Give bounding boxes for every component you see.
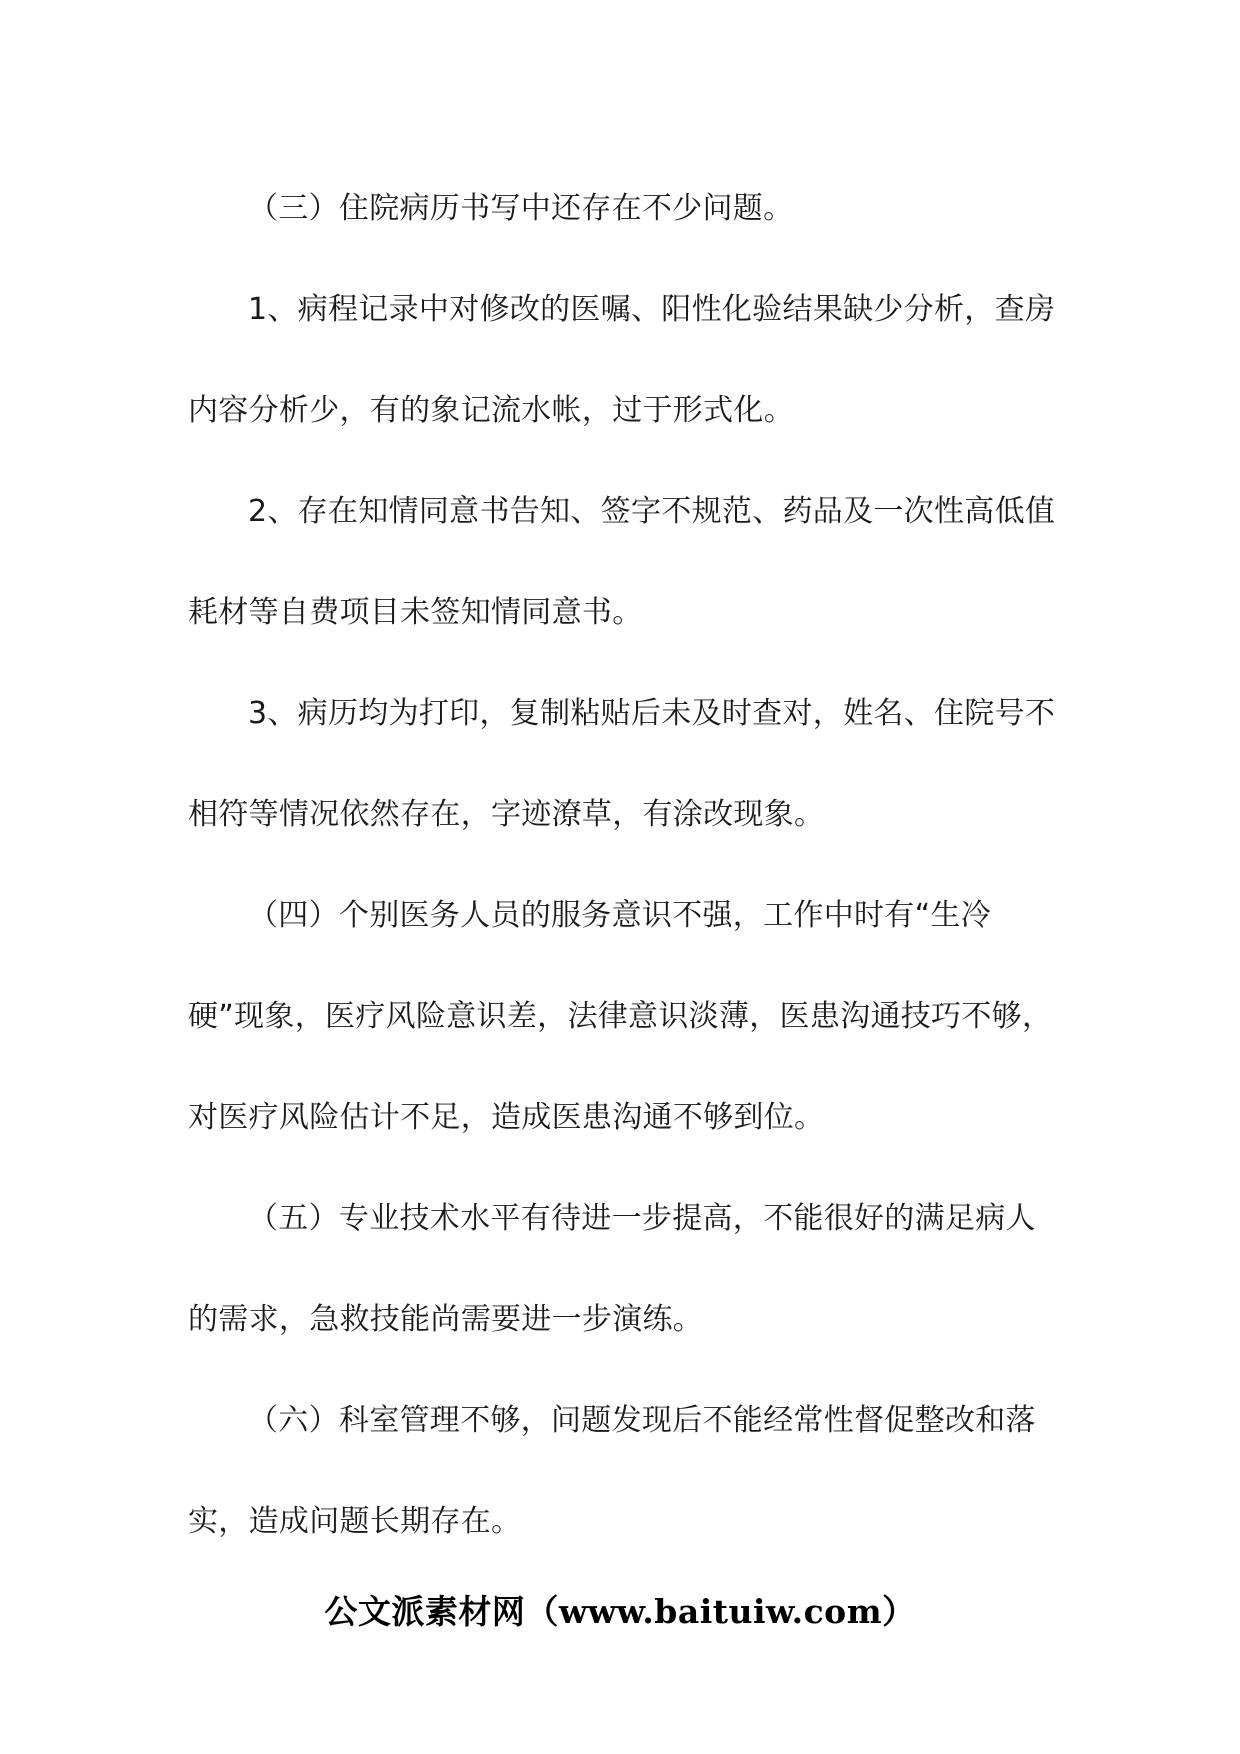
document-body	[188, 158, 1064, 1572]
paragraph-section-6: （六）科室管理不够，问题发现后不能经常性督促整改和落实，造成问题长期存在。	[188, 1403, 1036, 1539]
paragraph-section-3-heading: （三）住院病历书写中还存在不少问题。	[248, 191, 794, 226]
paragraph-item-2: 2、存在知情同意书告知、签字不规范、药品及一次性高低值耗材等自费项目未签知情同意书。	[188, 494, 1056, 630]
paragraph-section-4: （四）个别医务人员的服务意识不强，工作中时有“生冷硬”现象，医疗风险意识差，法律意识淡薄，医患沟通技巧不够，对医疗风险估计不足，造成医患沟通不够到位。	[188, 898, 1053, 1135]
paragraph-section-5: （五）专业技术水平有待进一步提高，不能很好的满足病人的需求，急救技能尚需要进一步演练。	[188, 1201, 1036, 1337]
paragraph-item-1: 1、病程记录中对修改的医嘱、阳性化验结果缺少分析，查房内容分析少，有的象记流水帐，过于形式化。	[188, 292, 1056, 428]
paragraph-item-3: 3、病历均为打印，复制粘贴后未及时查对，姓名、住院号不相符等情况依然存在，字迹潦草，有涂改现象。	[188, 696, 1056, 832]
footer-watermark-text: 公文派素材网（www.baituiw.com）	[324, 1592, 916, 1631]
